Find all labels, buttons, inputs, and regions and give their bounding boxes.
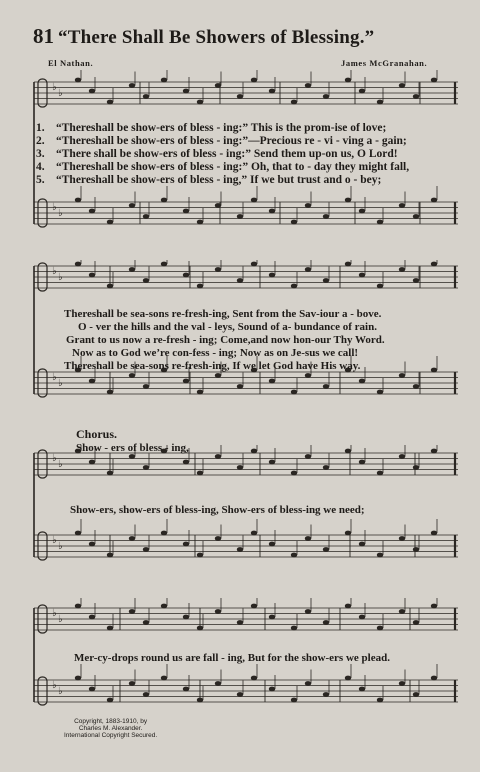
chorus-line-3: Mer-cy-drops round us are fall - ing, But for the show-ers we plead. xyxy=(74,652,390,664)
treble-staff xyxy=(34,70,458,107)
verse-text: “Thereshall be show-ers of bless - ing:” Oh, that to - day they might fall, xyxy=(56,161,410,173)
chorus-line-1: Show - ers of bless - ing, xyxy=(76,442,189,454)
svg-text:♭: ♭ xyxy=(52,372,57,383)
copyright-notice xyxy=(64,718,157,739)
copyright-line: Charles M. Alexander. xyxy=(78,725,143,732)
music-system-3 xyxy=(0,445,480,600)
verse-continuation-5: Thereshall be sea-sons re-fresh-ing, If we let God have His way. xyxy=(64,360,361,372)
bass-staff xyxy=(34,186,458,227)
bass-staff xyxy=(34,664,458,705)
svg-text:♭: ♭ xyxy=(52,82,57,93)
svg-text:♭: ♭ xyxy=(52,202,57,213)
bass-staff xyxy=(34,519,458,560)
verse-text: “There shall be show-ers of bless - ing:” Send them up-on us, O Lord! xyxy=(56,148,398,160)
svg-text:♭: ♭ xyxy=(58,614,63,625)
svg-text:♭: ♭ xyxy=(52,535,57,546)
svg-text:♭: ♭ xyxy=(52,266,57,277)
svg-text:♭: ♭ xyxy=(58,88,63,99)
composer-credit: James McGranahan. xyxy=(341,58,428,68)
verse-text: “Thereshall be show-ers of bless - ing:” This is the prom-ise of love; xyxy=(56,122,387,134)
verse-number: 1. xyxy=(36,122,45,134)
hymn-title: “There Shall Be Showers of Blessing.” xyxy=(58,27,375,48)
treble-staff xyxy=(34,260,458,291)
copyright-line: Copyright, 1883-1910, by xyxy=(74,718,148,725)
verse-continuation-1: Thereshall be sea-sons re-fresh-ing, Sent from the Sav-iour a - bove. xyxy=(64,308,382,320)
svg-text:♭: ♭ xyxy=(58,541,63,552)
svg-text:♭: ♭ xyxy=(58,459,63,470)
verse-line-2 xyxy=(36,135,409,148)
copyright-line: International Copyright Secured. xyxy=(64,732,158,739)
verse-continuation-2: O - ver the hills and the val - leys, Sound of a- bundance of rain. xyxy=(78,321,377,333)
svg-text:♭: ♭ xyxy=(58,686,63,697)
verse-number: 5. xyxy=(36,174,45,186)
lyricist-credit: El Nathan. xyxy=(48,58,94,68)
svg-text:♭: ♭ xyxy=(58,378,63,389)
verse-number: 2. xyxy=(36,135,45,147)
svg-text:♭: ♭ xyxy=(58,208,63,219)
verse-text: “Thereshall be show-ers of bless - ing,” If we but trust and o - bey; xyxy=(56,174,382,186)
verse-line-5 xyxy=(36,174,409,187)
svg-text:♭: ♭ xyxy=(52,680,57,691)
verse-continuation-3: Grant to us now a re-fresh - ing; Come,and now hon-our Thy Word. xyxy=(66,334,385,346)
verse-line-4 xyxy=(36,161,409,174)
chorus-line-2: Show-ers, show-ers of bless-ing, Show-ers of bless-ing we need; xyxy=(70,504,365,516)
chorus-heading: Chorus. xyxy=(76,427,118,441)
verse-lines-top xyxy=(36,122,409,187)
verse-line-1 xyxy=(36,122,409,135)
verse-continuation-4: Now as to God we’re con-fess - ing; Now as on Je-sus we call! xyxy=(72,347,359,359)
svg-text:♭: ♭ xyxy=(52,453,57,464)
verse-line-3 xyxy=(36,148,409,161)
svg-text:♭: ♭ xyxy=(52,608,57,619)
hymn-number: 81 xyxy=(33,24,54,48)
verse-text: “Thereshall be show-ers of bless - ing:”—Precious re - vi - ving a - gain; xyxy=(56,135,407,147)
treble-staff xyxy=(34,598,458,633)
verse-number: 3. xyxy=(36,148,45,160)
svg-text:♭: ♭ xyxy=(58,272,63,283)
verse-number: 4. xyxy=(36,161,45,173)
